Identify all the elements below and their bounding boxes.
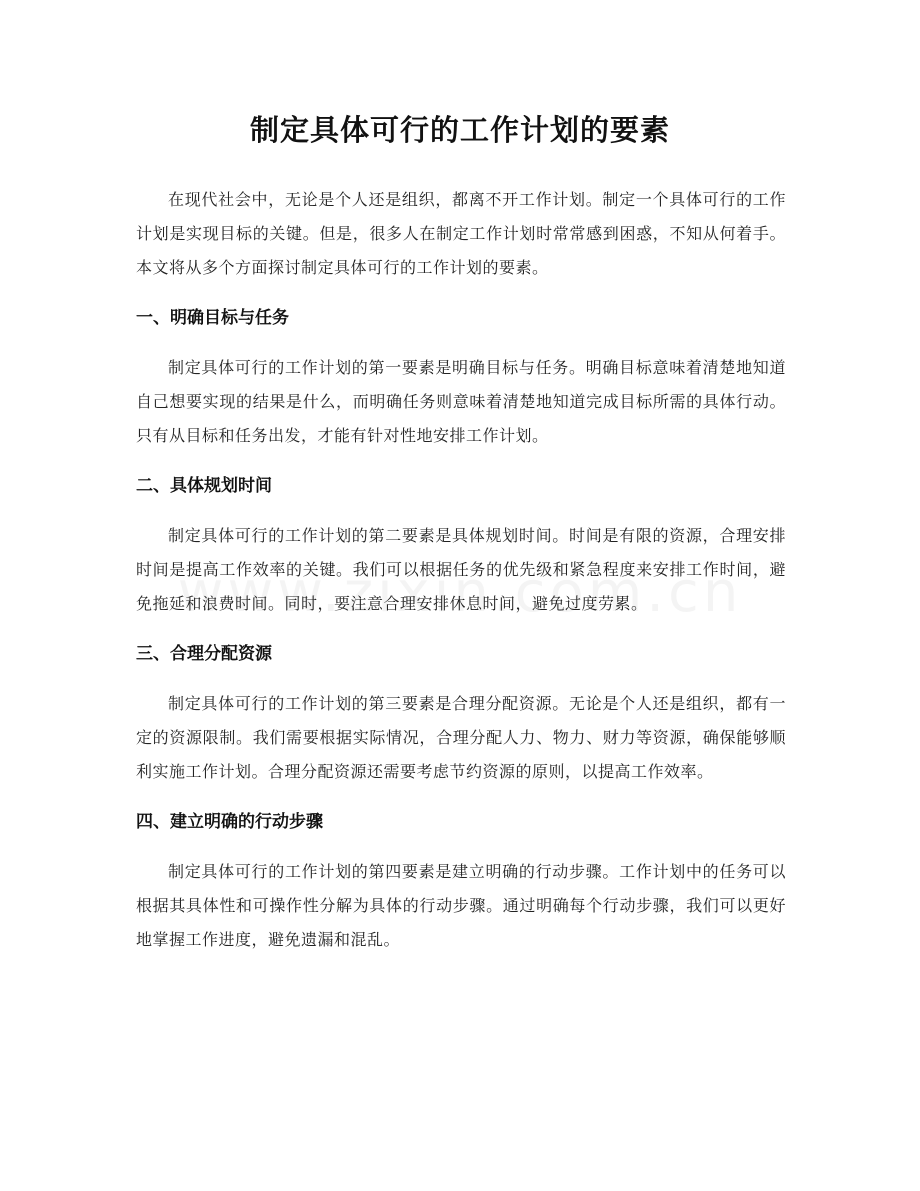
section-heading-1: 一、明确目标与任务	[136, 308, 289, 328]
section-paragraph-2: 制定具体可行的工作计划的第二要素是具体规划时间。时间是有限的资源，合理安排时间是提高工作效率的关键。我们可以根据任务的优先级和紧急程度来安排工作时间，避免拖延和浪费时间。同时，要注意合理安排休息时间，避免过度劳累。	[136, 526, 786, 613]
intro-paragraph: 在现代社会中，无论是个人还是组织，都离不开工作计划。制定一个具体可行的工作计划是实现目标的关键。但是，很多人在制定工作计划时常常感到困惑，不知从何着手。本文将从多个方面探讨制定具体可行的工作计划的要素。	[136, 190, 786, 277]
section-heading-2: 二、具体规划时间	[136, 476, 272, 496]
section-paragraph-1: 制定具体可行的工作计划的第一要素是明确目标与任务。明确目标意味着清楚地知道自己想要实现的结果是什么，而明确任务则意味着清楚地知道完成目标所需的具体行动。只有从目标和任务出发，才能有针对性地安排工作计划。	[136, 358, 786, 445]
section-heading-3: 三、合理分配资源	[136, 644, 272, 664]
page-title: 制定具体可行的工作计划的要素	[249, 113, 670, 147]
section-paragraph-4: 制定具体可行的工作计划的第四要素是建立明确的行动步骤。工作计划中的任务可以根据其具体性和可操作性分解为具体的行动步骤。通过明确每个行动步骤，我们可以更好地掌握工作进度，避免遗漏和混乱。	[136, 862, 786, 949]
document-body	[136, 183, 786, 957]
section-heading-4: 四、建立明确的行动步骤	[136, 812, 323, 832]
section-paragraph-3: 制定具体可行的工作计划的第三要素是合理分配资源。无论是个人还是组织，都有一定的资源限制。我们需要根据实际情况，合理分配人力、物力、财力等资源，确保能够顺利实施工作计划。合理分配资源还需要考虑节约资源的原则，以提高工作效率。	[136, 694, 786, 781]
